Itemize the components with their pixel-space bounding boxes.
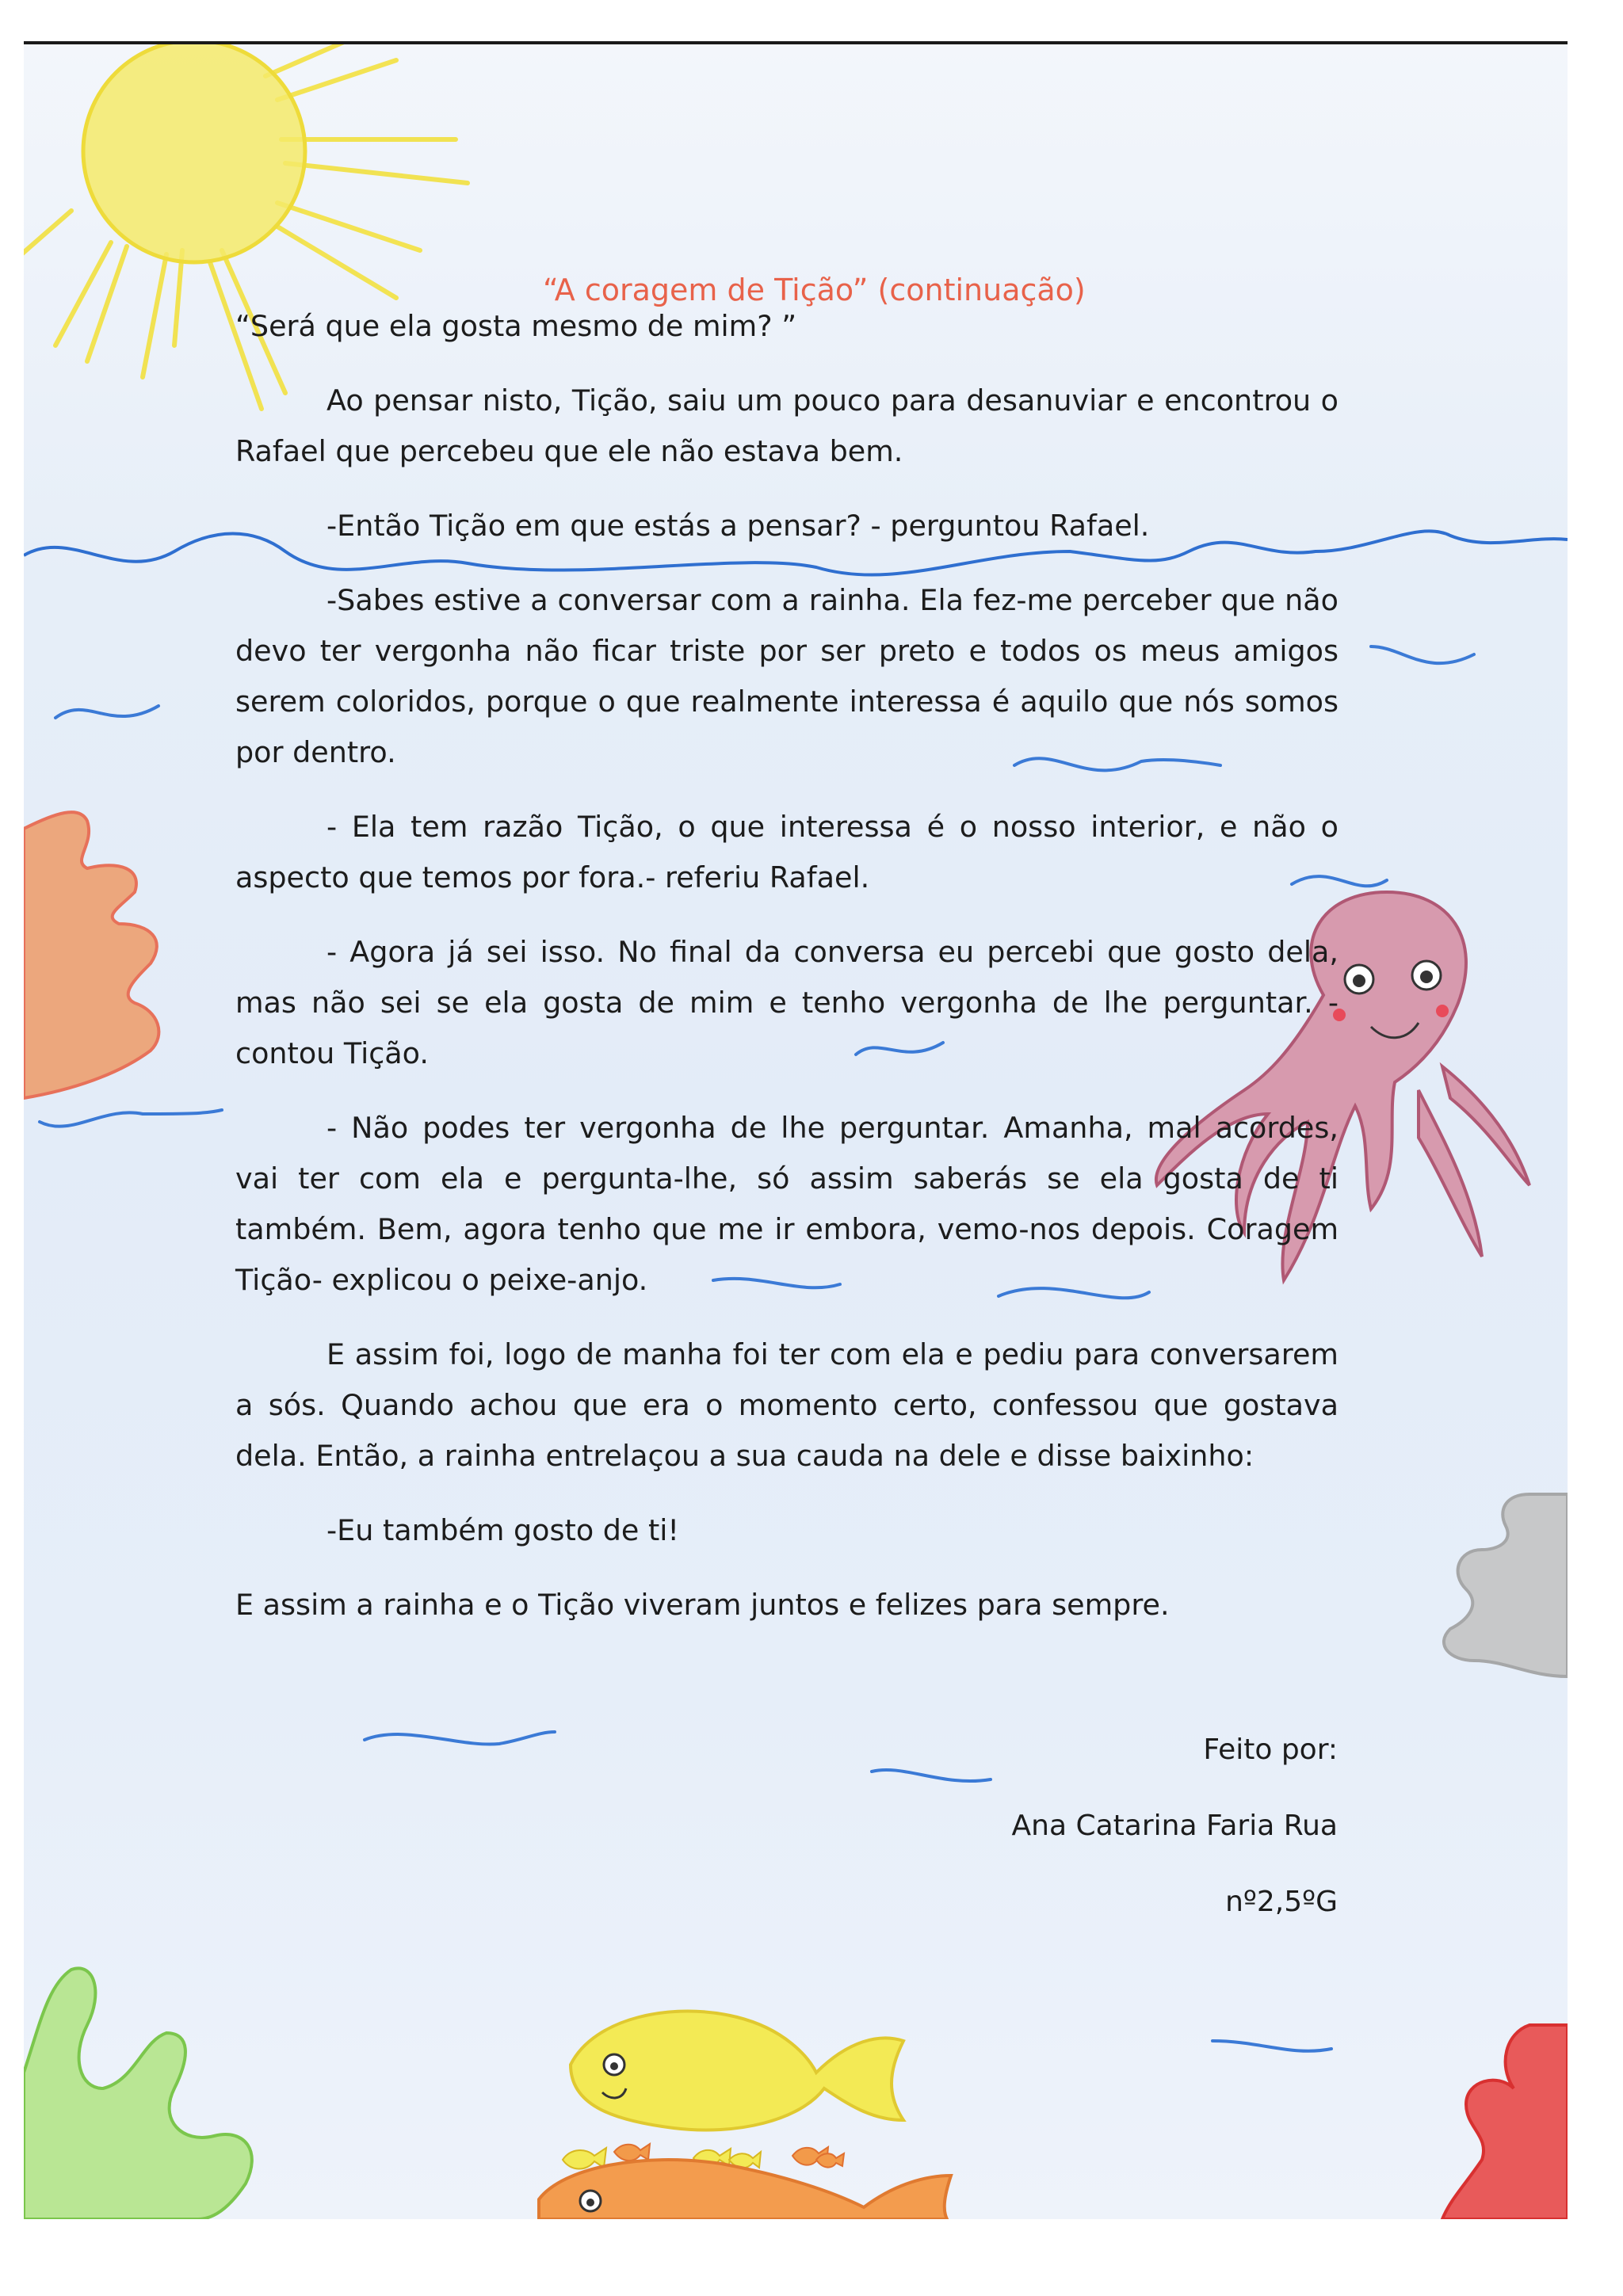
signature-label: Feito por: <box>1203 1733 1338 1766</box>
paragraph-8: E assim foi, logo de manha foi ter com ela e pediu para conversarem a sós. Quando achou que era o momento certo, confessou que gostava dela. Então, a rainha entrelaçou a sua cauda na dele e disse baixinho: <box>235 1337 1338 1473</box>
story-title: “A coragem de Tição” (continuação) <box>543 273 1086 307</box>
paragraph-4: -Sabes estive a conversar com a rainha. Ela fez-me perceber que não devo ter vergonha não ficar triste por ser preto e todos os meus amigos serem coloridos, porque o que realmente interessa é aquilo que nós somos por dentro. <box>235 583 1338 769</box>
paragraph-3: -Então Tição em que estás a pensar? - perguntou Rafael. <box>327 509 1150 543</box>
paragraph-9: -Eu também gosto de ti! <box>327 1513 680 1547</box>
author-name: Ana Catarina Faria Rua <box>1011 1810 1338 1842</box>
orange-fish-drawing <box>539 2160 951 2219</box>
paragraph-7: - Não podes ter vergonha de lhe perguntar. Amanha, mal acordes, vai ter com ela e pergunta-lhe, só assim saberás se ela gosta de ti também. Bem, agora tenho que me ir embora, vemo-nos depois. Coragem Tição- explicou o peixe-anjo. <box>235 1111 1338 1297</box>
yellow-fish-drawing <box>571 2012 903 2130</box>
class-number: nº2,5ºG <box>1225 1886 1338 1918</box>
paragraph-2: Ao pensar nisto, Tição, saiu um pouco para desanuviar e encontrou o Rafael que percebeu que ele não estava bem. <box>235 383 1338 468</box>
orange-coral-drawing <box>24 812 158 1098</box>
paragraph-6: - Agora já sei isso. No final da conversa eu percebi que gosto dela, mas não sei se ela gosta de mim e tenho vergonha de lhe perguntar. - contou Tição. <box>235 935 1338 1070</box>
green-seaweed-drawing <box>24 1968 252 2219</box>
story-body <box>235 301 1338 1654</box>
paragraph-5: - Ela tem razão Tição, o que interessa é o nosso interior, e não o aspecto que temos por fora.- referiu Rafael. <box>235 810 1338 894</box>
gray-coral-drawing <box>1444 1494 1568 1676</box>
red-coral-drawing <box>1442 2025 1568 2219</box>
paragraph-10: E assim a rainha e o Tição viveram juntos e felizes para sempre. <box>235 1588 1170 1622</box>
paragraph-1: “Será que ela gosta mesmo de mim? ” <box>235 309 797 343</box>
